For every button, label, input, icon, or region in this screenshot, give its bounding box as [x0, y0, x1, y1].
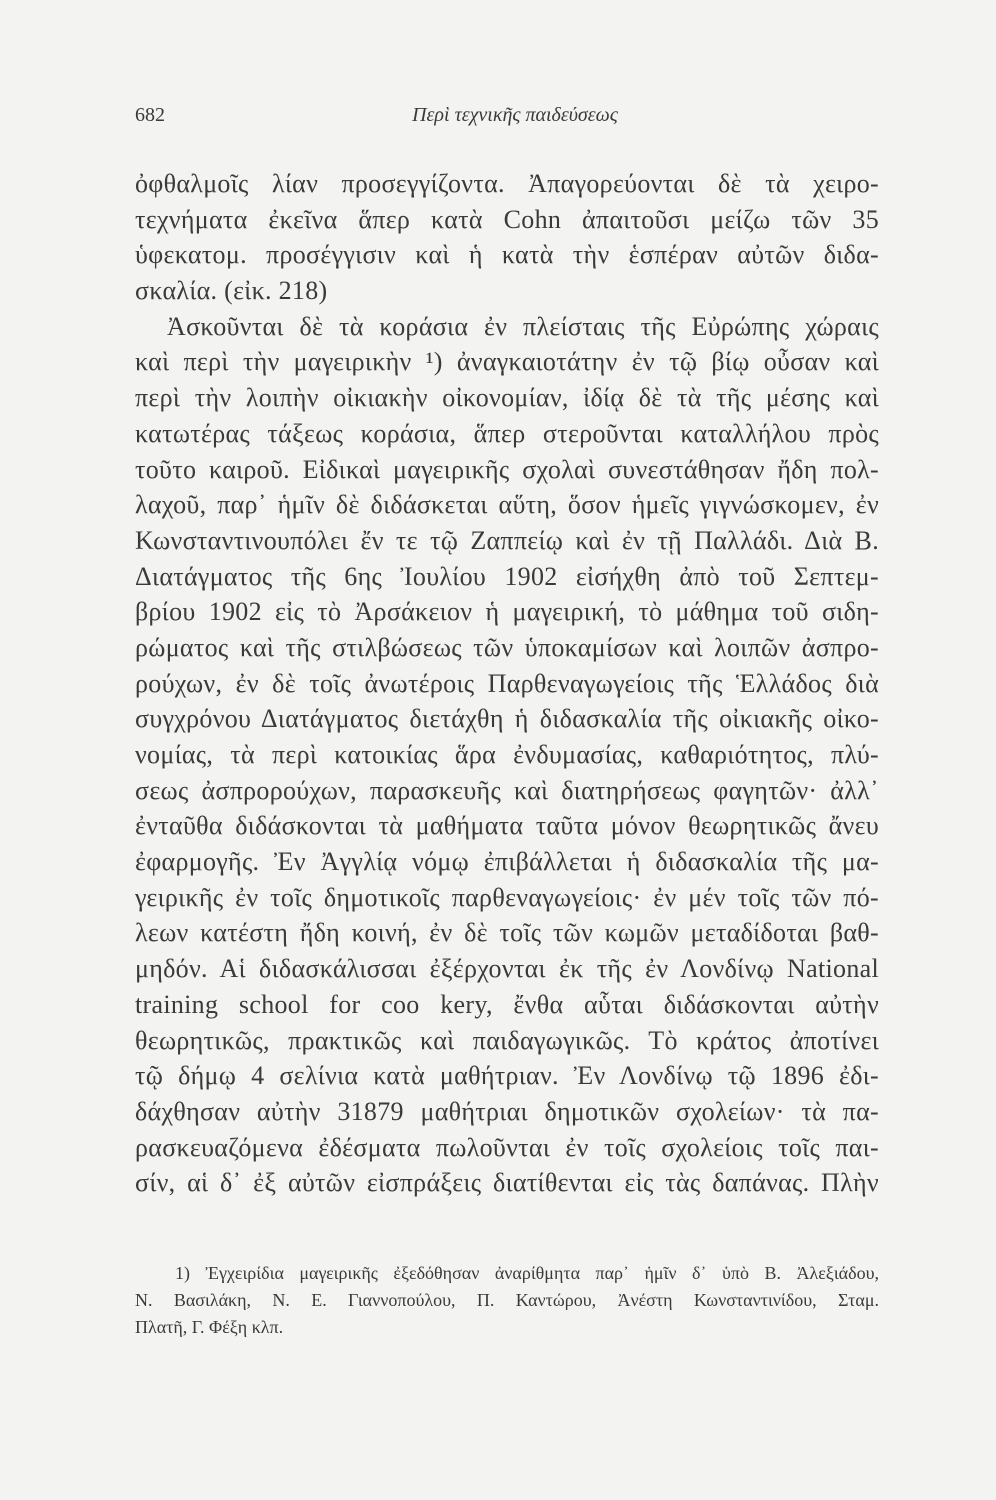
footnotes	[135, 1260, 879, 1341]
text-line: τεχνήματα ἐκεῖνα ἅπερ κατὰ Cohn ἀπαιτοῦσι μείζω τῶν 35	[135, 204, 879, 234]
text-line: Ἀσκοῦνται δὲ τὰ κοράσια ἐν πλείσταις τῆς Εὐρώπης χώραις	[167, 311, 879, 341]
page-number: 682	[135, 104, 165, 126]
text-line: Διατάγματος τῆς 6ης Ἰουλίου 1902 εἰσήχθη ἀπὸ τοῦ Σεπτεμ-	[135, 561, 879, 591]
text-line: τοῦτο καιροῦ. Εἰδικαὶ μαγειρικῆς σχολαὶ συνεστάθησαν ἤδη πολ-	[135, 454, 879, 484]
text-line: μηδόν. Αἱ διδασκάλισσαι ἐξέρχονται ἐκ τῆς ἐν Λονδίνῳ National	[135, 954, 879, 984]
text-line: λεων κατέστη ἤδη κοινή, ἐν δὲ τοῖς τῶν κωμῶν μεταδίδοται βαθ-	[135, 918, 879, 948]
text-line: καὶ περὶ τὴν μαγειρικὴν ¹) ἀναγκαιοτάτην ἐν τῷ βίῳ οὖσαν καὶ	[135, 347, 879, 377]
text-line: συγχρόνου Διατάγματος διετάχθη ἡ διδασκαλία τῆς οἰκιακῆς οἰκο-	[135, 704, 879, 734]
text-line: γειρικῆς ἐν τοῖς δημοτικοῖς παρθεναγωγείοις· ἐν μέν τοῖς τῶν πό-	[135, 882, 879, 912]
running-header	[135, 104, 879, 134]
text-line: ρούχων, ἐν δὲ τοῖς ἀνωτέροις Παρθεναγωγείοις τῆς Ἑλλάδος διὰ	[135, 668, 879, 698]
footnote-line: Ν. Βασιλάκη, Ν. Ε. Γιαννοπούλου, Π. Καντώρου, Ἀνέστη Κωνσταντινίδου, Σταμ.	[135, 1290, 879, 1310]
text-line: ρώματος καὶ τῆς στιλβώσεως τῶν ὑποκαμίσων καὶ λοιπῶν ἀσπρο-	[135, 632, 879, 662]
text-line: ἐνταῦθα διδάσκονται τὰ μαθήματα ταῦτα μόνον θεωρητικῶς ἄνευ	[135, 811, 879, 841]
text-line: ἐφαρμογῆς. Ἐν Ἀγγλίᾳ νόμῳ ἐπιβάλλεται ἡ διδασκαλία τῆς μα-	[135, 847, 879, 877]
running-title: Περὶ τεχνικῆς παιδεύσεως	[412, 104, 618, 126]
text-line: ὀφθαλμοῖς λίαν προσεγγίζοντα. Ἀπαγορεύονται δὲ τὰ χειρο-	[135, 169, 879, 198]
footnote-line: 1) Ἐγχειρίδια μαγειρικῆς ἐξεδόθησαν ἀναρίθμητα παρ᾽ ἡμῖν δ᾽ ὑπὸ Β. Ἀλεξιάδου,	[175, 1263, 879, 1283]
text-line: τῷ δήμῳ 4 σελίνια κατὰ μαθήτριαν. Ἐν Λονδίνῳ τῷ 1896 ἐδι-	[135, 1061, 879, 1091]
text-line: ρασκευαζόμενα ἐδέσματα πωλοῦνται ἐν τοῖς σχολείοις τοῖς παι-	[135, 1132, 879, 1162]
text-line: περὶ τὴν λοιπὴν οἰκιακὴν οἰκονομίαν, ἰδίᾳ δὲ τὰ τῆς μέσης καὶ	[135, 383, 879, 413]
text-line: νομίας, τὰ περὶ κατοικίας ἅρα ἐνδυμασίας, καθαριότητος, πλύ-	[135, 740, 879, 769]
text-line: βρίου 1902 εἰς τὸ Ἀρσάκειον ἡ μαγειρική, τὸ μάθημα τοῦ σιδη-	[135, 597, 879, 627]
text-line: ὑφεκατομ. προσέγγισιν καὶ ἡ κατὰ τὴν ἑσπέραν αὐτῶν διδα-	[135, 240, 879, 270]
footnote-line: Πλατῆ, Γ. Φέξη κλπ.	[135, 1317, 284, 1337]
text-line: θεωρητικῶς, πρακτικῶς καὶ παιδαγωγικῶς. Τὸ κράτος ἀποτίνει	[135, 1025, 879, 1055]
text-line: σκαλία. (εἰκ. 218)	[135, 276, 328, 306]
text-line: training school for coo kery, ἔνθα αὗται διδάσκονται αὐτὴν	[135, 989, 879, 1019]
text-line: κατωτέρας τάξεως κοράσια, ἅπερ στεροῦνται καταλλήλου πρὸς	[135, 418, 879, 448]
text-line: σίν, αἱ δ᾽ ἐξ αὐτῶν εἰσπράξεις διατίθενται εἰς τὰς δαπάνας. Πλὴν	[135, 1168, 879, 1198]
text-line: λαχοῦ, παρ᾽ ἡμῖν δὲ διδάσκεται αὕτη, ὅσον ἡμεῖς γιγνώσκομεν, ἐν	[135, 490, 879, 520]
body-text	[135, 166, 879, 1201]
text-line: σεως ἀσπρορούχων, παρασκευῆς καὶ διατηρήσεως φαγητῶν· ἀλλ᾽	[135, 775, 879, 805]
text-line: δάχθησαν αὐτὴν 31879 μαθήτριαι δημοτικῶν σχολείων· τὰ πα-	[135, 1096, 879, 1126]
text-line: Κωνσταντινουπόλει ἔν τε τῷ Ζαππείῳ καὶ ἐν τῇ Παλλάδι. Διὰ Β.	[135, 525, 879, 555]
